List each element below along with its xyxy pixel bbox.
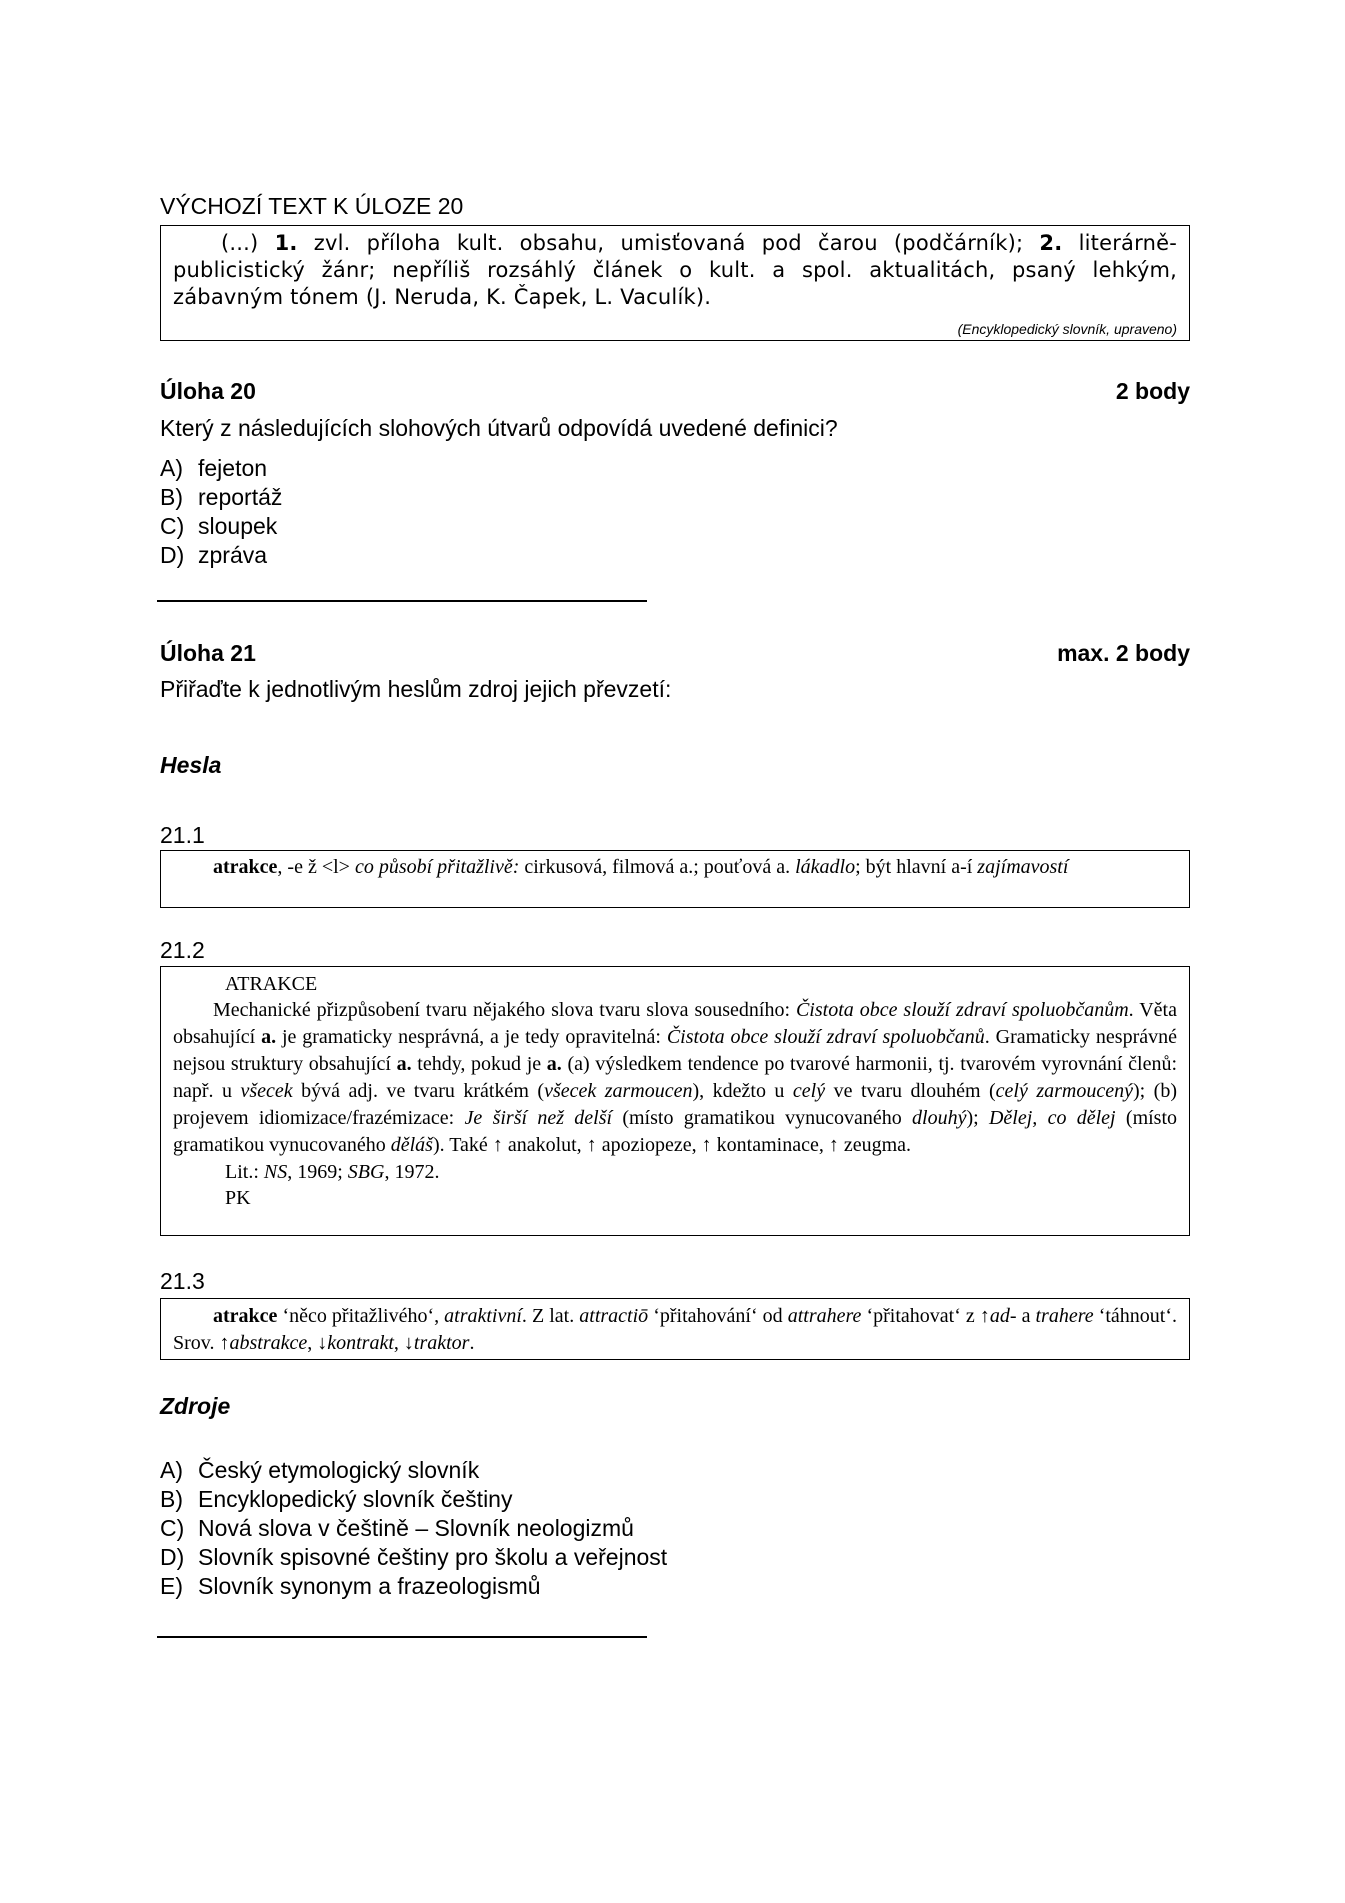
entry-text: (místo gramatikou vynucovaného [173,1107,1178,1156]
entry-link: anakolut, [507,1134,587,1156]
entry-text: ); [966,1107,989,1129]
entry-text: . [469,1332,475,1354]
sources-list [160,1456,667,1601]
option-text: Slovník spisovné češtiny pro školu a veřejnost [198,1544,668,1570]
entry-text: cirkusová, filmová a.; pouťová a. [519,856,796,878]
entry-text: . Z lat. [521,1305,580,1327]
entry-text: lákadlo [795,856,856,878]
source-option-a[interactable] [160,1456,667,1485]
task21-instruction: Přiřaďte k jednotlivým heslům zdroj jejich převzetí: [160,676,672,702]
entry-text: NS [263,1161,288,1183]
entry-text: Čistota obce slouží zdraví spoluobčanů [666,1026,985,1048]
option-text: Slovník synonym a frazeologismů [198,1573,541,1599]
arrow-up-icon: ↑ [828,1134,844,1156]
source-text-box [160,225,1190,341]
arrow-down-icon: ↓ [317,1332,328,1354]
option-label: B) [160,484,183,510]
entry-body [173,997,1177,1159]
entry-text: ʻpřitahovat‘ z [861,1305,980,1327]
entry-text: a. [546,1053,562,1075]
entry-number: 21.2 [160,937,205,963]
source-text-body [173,230,1177,311]
entry-number: 21.3 [160,1268,205,1294]
entry-text: Dělej, co dělej [988,1107,1116,1129]
entry-headword: atrakce [213,856,278,878]
entry-text: , -e ž <l> [277,856,355,878]
option-text: Encyklopedický slovník češtiny [198,1486,513,1512]
entry-text: děláš [390,1134,433,1156]
task20-option-c[interactable] [160,512,282,541]
source-option-e[interactable] [160,1572,667,1601]
entry-text: celý [792,1080,826,1102]
entry-author: PK [225,1187,251,1209]
task20-options [160,454,282,570]
arrow-up-icon: ↑ [586,1134,602,1156]
entry-link: apoziopeze, [601,1134,702,1156]
source-citation: (Encyklopedický slovník, upraveno) [957,321,1177,337]
task20-title: Úloha 20 [160,378,256,404]
entry-text: , 1969; [287,1161,348,1183]
entry-text: ). Také [432,1134,493,1156]
task20-option-a[interactable] [160,454,282,483]
option-label: B) [160,1486,183,1512]
entry-21-3-box [160,1298,1190,1360]
entry-text: attractiō [579,1305,649,1327]
entry-text: ʻtáhnout‘. Srov. [173,1305,1177,1354]
task20-option-d[interactable] [160,541,282,570]
task20-option-b[interactable] [160,483,282,512]
option-text: Nová slova v češtině – Slovník neologizmů [198,1515,634,1541]
entry-text: a. [396,1053,412,1075]
option-label: D) [160,1544,185,1570]
source-option-c[interactable] [160,1514,667,1543]
task21-points: max. 2 body [1057,640,1190,666]
entry-text: celý zarmoucený [995,1080,1133,1102]
entry-text: Čistota obce slouží zdraví spoluobčanům [795,999,1129,1021]
entry-text: abstrakce [229,1332,308,1354]
option-label: C) [160,1515,185,1541]
entry-text: . Gramaticky nesprávné nejsou struktury obsahující [173,1026,1178,1075]
entry-text: tehdy, pokud je [411,1053,547,1075]
entry-text: kontrakt [327,1332,394,1354]
entry-text: trahere [1035,1305,1094,1327]
entry-text: (místo gramatikou vynucovaného [612,1107,913,1129]
source-text-number: 2. [1039,231,1063,255]
entry-text: SBG [347,1161,385,1183]
arrow-up-icon: ↑ [219,1332,230,1354]
option-text: reportáž [198,484,283,510]
option-label: A) [160,1457,183,1483]
entry-link: zeugma. [843,1134,912,1156]
entry-literature [173,1159,1177,1185]
entry-text: všecek [240,1080,293,1102]
entry-text: je gramaticky nesprávná, a je tedy opravitelná: [276,1026,667,1048]
entry-21-2-box [160,966,1190,1236]
entry-text: bývá adj. ve tvaru krátkém ( [292,1080,545,1102]
option-text: sloupek [198,513,278,539]
entry-text: Je širší než delší [464,1107,613,1129]
source-text-part: (...) [221,231,275,255]
section-divider [157,600,647,602]
entry-text: , [393,1332,404,1354]
entry-text: ʻněco přitažlivého‘, [277,1305,445,1327]
entry-link: kontaminace, [716,1134,829,1156]
entry-text: a. [261,1026,277,1048]
option-text: Český etymologický slovník [198,1457,480,1483]
entry-number: 21.1 [160,822,205,848]
entry-text: Mechanické přizpůsobení tvaru nějakého slova tvaru slova sousedního: [213,999,796,1021]
entry-text: všecek zarmoucen [544,1080,693,1102]
entry-headword: atrakce [213,1305,278,1327]
source-text-heading: VÝCHOZÍ TEXT K ÚLOZE 20 [160,193,464,219]
entry-text: (a) výsledkem tendence po tvarové harmonii, tj. tvarovém vyrovnání členů: např. u [173,1053,1178,1102]
entry-text: co působí přitažlivě: [354,856,520,878]
entry-text: traktor [413,1332,470,1354]
source-text-number: 1. [274,231,298,255]
option-label: A) [160,455,183,481]
entry-text: ve tvaru dlouhém ( [825,1080,996,1102]
arrow-down-icon: ↓ [403,1332,414,1354]
entry-text: ; být hlavní a-í [855,856,978,878]
entry-text: , 1972. [384,1161,440,1183]
entry-text: attrahere [787,1305,862,1327]
source-text-part: literárně-publicistický žánr; nepříliš rozsáhlý článek o kult. a spol. aktualitách, psaný lehkým, zábavným tónem (J. Neruda, K. Čapek, L. Vaculík). [173,231,1177,309]
option-text: fejeton [198,455,268,481]
option-text: zpráva [198,542,268,568]
entry-text: . Věta obsahující [173,999,1177,1048]
source-option-d[interactable] [160,1543,667,1572]
entry-text: ad- [989,1305,1017,1327]
option-label: D) [160,542,185,568]
entry-text: ), kdežto u [692,1080,793,1102]
entry-text: , [307,1332,318,1354]
entry-text: ); (b) projevem idiomizace/frazémizace: [173,1080,1177,1129]
entry-text: dlouhý [912,1107,967,1129]
section-divider [157,1636,647,1638]
zdroje-heading: Zdroje [160,1393,231,1419]
source-option-b[interactable] [160,1485,667,1514]
entry-text: zajímavostí [977,856,1069,878]
source-text-part: zvl. příloha kult. obsahu, umisťovaná pod čarou (podčárník); [297,231,1040,255]
arrow-up-icon: ↑ [979,1305,990,1327]
option-label: C) [160,513,185,539]
arrow-up-icon: ↑ [492,1134,508,1156]
entry-text: atraktivní [444,1305,522,1327]
entry-text: ʻpřitahování‘ od [648,1305,788,1327]
arrow-up-icon: ↑ [701,1134,717,1156]
entry-text: Lit.: [225,1161,264,1183]
entry-text: a [1016,1305,1036,1327]
hesla-heading: Hesla [160,752,222,778]
task20-points: 2 body [1115,378,1190,404]
task21-title: Úloha 21 [160,640,256,666]
entry-headword: ATRAKCE [225,973,318,995]
option-label: E) [160,1573,183,1599]
entry-21-1-box [160,850,1190,908]
task20-question: Který z následujících slohových útvarů odpovídá uvedené definici? [160,415,838,441]
